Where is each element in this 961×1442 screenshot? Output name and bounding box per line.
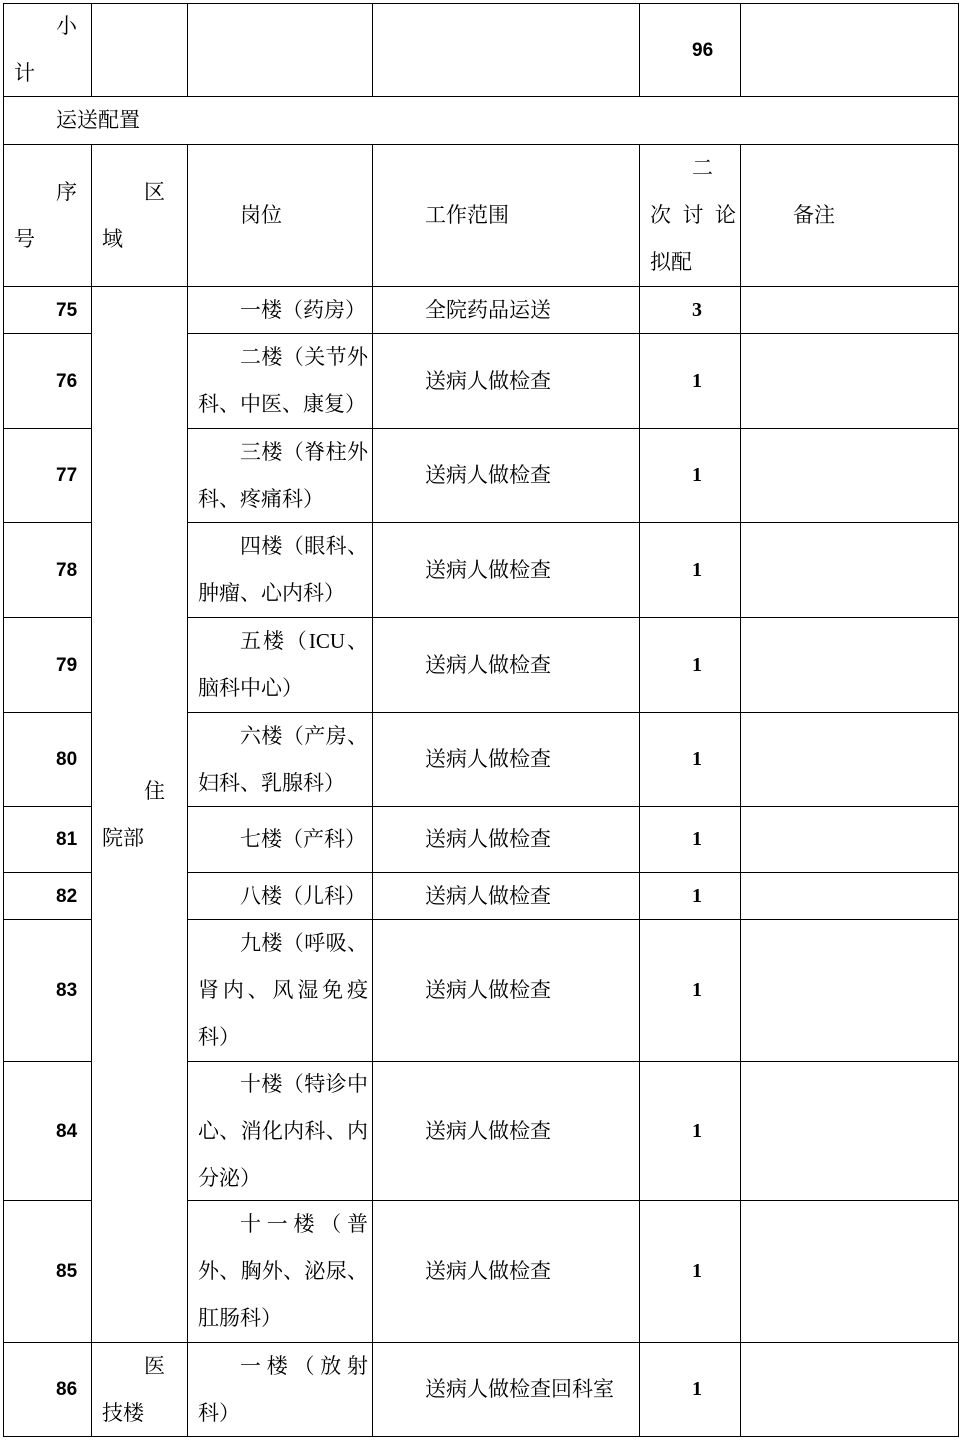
remark-cell bbox=[741, 807, 958, 872]
cell-text bbox=[198, 618, 368, 712]
post-line: 肛肠科） bbox=[198, 1306, 282, 1330]
area-line: 住 bbox=[144, 778, 165, 803]
post-line: 脑科中心） bbox=[198, 676, 303, 700]
seq-cell bbox=[4, 523, 91, 617]
seq-number: 75 bbox=[56, 299, 78, 321]
scope-cell bbox=[373, 1201, 639, 1342]
seq-cell bbox=[4, 1343, 91, 1436]
cell-text bbox=[198, 920, 368, 1061]
subtotal-post-cell bbox=[188, 4, 372, 96]
post-line: 六楼（产房、 bbox=[240, 723, 368, 748]
post-line: 一楼（放射 bbox=[240, 1353, 368, 1378]
remark-cell bbox=[741, 1062, 958, 1200]
cell-text bbox=[198, 713, 368, 806]
scope-cell bbox=[373, 429, 639, 522]
scope-text: 送病人做检查回科室 bbox=[425, 1377, 614, 1401]
header-area-line: 域 bbox=[102, 226, 123, 251]
planned-cell bbox=[640, 287, 740, 333]
cell-text bbox=[383, 642, 635, 689]
seq-number: 78 bbox=[56, 559, 78, 581]
cell-text bbox=[650, 287, 736, 333]
cell-text bbox=[383, 1108, 635, 1155]
cell-text bbox=[650, 452, 736, 499]
header-no-line: 号 bbox=[14, 226, 35, 251]
planned-count: 1 bbox=[692, 653, 702, 676]
scope-cell bbox=[373, 807, 639, 872]
header-planned-line: 次讨论 bbox=[650, 203, 736, 227]
cell-text bbox=[14, 358, 87, 405]
post-cell bbox=[188, 1062, 372, 1200]
seq-cell bbox=[4, 334, 91, 428]
subtotal-label-cell bbox=[4, 4, 91, 96]
section-title: 运送配置 bbox=[56, 108, 140, 132]
cell-text bbox=[14, 287, 87, 333]
header-remark-cell bbox=[741, 145, 958, 286]
scope-cell bbox=[373, 1062, 639, 1200]
area-line: 医 bbox=[144, 1353, 165, 1378]
cell-text bbox=[14, 4, 87, 96]
post-line: 一楼（药房） bbox=[240, 297, 366, 322]
planned-count: 1 bbox=[692, 884, 702, 907]
cell-text bbox=[383, 1366, 635, 1413]
seq-cell bbox=[4, 713, 91, 806]
area-medtech-cell bbox=[92, 1343, 187, 1436]
post-cell bbox=[188, 713, 372, 806]
remark-cell bbox=[741, 334, 958, 428]
area-inpatient-cell bbox=[92, 287, 187, 1342]
post-line: 科） bbox=[198, 1025, 240, 1049]
remark-cell bbox=[741, 873, 958, 919]
cell-text bbox=[383, 736, 635, 783]
planned-count: 1 bbox=[692, 1378, 702, 1400]
planned-cell bbox=[640, 713, 740, 806]
subtotal-scope-cell bbox=[373, 4, 639, 96]
post-line: 九楼（呼吸、 bbox=[240, 931, 368, 955]
seq-cell bbox=[4, 287, 91, 333]
planned-cell bbox=[640, 523, 740, 617]
cell-text bbox=[14, 816, 87, 863]
cell-text bbox=[383, 358, 635, 405]
remark-cell bbox=[741, 713, 958, 806]
header-scope-cell bbox=[373, 145, 639, 286]
header-planned-cell bbox=[640, 145, 740, 286]
header-planned-line: 二 bbox=[692, 156, 713, 180]
scope-cell bbox=[373, 713, 639, 806]
cell-text bbox=[102, 1343, 183, 1436]
cell-text bbox=[14, 642, 87, 689]
scope-text: 全院药品运送 bbox=[425, 297, 551, 322]
cell-text bbox=[650, 145, 736, 286]
header-scope: 工作范围 bbox=[425, 203, 509, 227]
subtotal-label-line: 计 bbox=[14, 61, 35, 85]
cell-text bbox=[14, 873, 87, 919]
post-line: 十一楼（普 bbox=[240, 1212, 368, 1236]
scope-text: 送病人做检查 bbox=[425, 827, 551, 851]
cell-text bbox=[383, 1248, 635, 1295]
post-line: 心、消化内科、内 bbox=[198, 1118, 368, 1143]
cell-text bbox=[198, 287, 368, 333]
scope-text: 送病人做检查 bbox=[425, 883, 551, 908]
post-cell bbox=[188, 873, 372, 919]
seq-cell bbox=[4, 429, 91, 522]
area-line: 院部 bbox=[102, 825, 144, 850]
subtotal-label-line: 小 bbox=[56, 14, 77, 38]
cell-text bbox=[14, 1248, 87, 1295]
header-area-cell bbox=[92, 145, 187, 286]
cell-text bbox=[198, 816, 368, 863]
cell-text bbox=[198, 334, 368, 428]
scope-cell bbox=[373, 1343, 639, 1436]
cell-text bbox=[198, 1343, 368, 1436]
post-cell bbox=[188, 1343, 372, 1436]
cell-text bbox=[650, 736, 736, 783]
subtotal-value-cell bbox=[640, 4, 740, 96]
post-cell bbox=[188, 429, 372, 522]
post-line: 三楼（脊柱外 bbox=[240, 439, 368, 464]
planned-count: 1 bbox=[692, 748, 702, 770]
remark-cell bbox=[741, 287, 958, 333]
seq-cell bbox=[4, 1062, 91, 1200]
planned-cell bbox=[640, 618, 740, 712]
scope-cell bbox=[373, 334, 639, 428]
scope-text: 送病人做检查 bbox=[425, 747, 551, 771]
cell-text bbox=[383, 816, 635, 863]
cell-text bbox=[751, 192, 954, 239]
post-line: 肿瘤、心内科） bbox=[198, 581, 345, 605]
scope-text: 送病人做检查 bbox=[425, 368, 551, 393]
cell-text bbox=[650, 358, 736, 405]
cell-text bbox=[650, 816, 736, 863]
post-line: 科、中医、康复） bbox=[198, 392, 366, 416]
planned-cell bbox=[640, 873, 740, 919]
post-line: 十楼（特诊中 bbox=[240, 1071, 368, 1096]
cell-text bbox=[383, 192, 635, 239]
post-line: 八楼（儿科） bbox=[240, 883, 366, 908]
seq-cell bbox=[4, 920, 91, 1061]
seq-number: 76 bbox=[56, 370, 78, 392]
remark-cell bbox=[741, 1343, 958, 1436]
scope-text: 送病人做检查 bbox=[425, 1118, 551, 1143]
cell-text bbox=[650, 547, 736, 594]
planned-cell bbox=[640, 429, 740, 522]
remark-cell bbox=[741, 920, 958, 1061]
header-no-line: 序 bbox=[56, 179, 77, 204]
cell-text bbox=[14, 97, 954, 144]
cell-text bbox=[14, 967, 87, 1014]
planned-count: 1 bbox=[692, 1260, 702, 1282]
remark-cell bbox=[741, 618, 958, 712]
planned-count: 1 bbox=[692, 464, 702, 486]
cell-text bbox=[650, 967, 736, 1014]
remark-cell bbox=[741, 1201, 958, 1342]
seq-number: 81 bbox=[56, 829, 78, 850]
post-cell bbox=[188, 523, 372, 617]
cell-text bbox=[650, 642, 736, 689]
remark-cell bbox=[741, 523, 958, 617]
scope-cell bbox=[373, 920, 639, 1061]
seq-number: 77 bbox=[56, 465, 78, 486]
cell-text bbox=[198, 1201, 368, 1342]
cell-text bbox=[14, 1108, 87, 1155]
cell-text bbox=[14, 1366, 87, 1413]
post-line: 分泌） bbox=[198, 1165, 261, 1190]
planned-count: 3 bbox=[692, 298, 702, 321]
header-post: 岗位 bbox=[240, 203, 282, 227]
cell-text bbox=[650, 1366, 736, 1413]
planned-cell bbox=[640, 334, 740, 428]
seq-cell bbox=[4, 1201, 91, 1342]
post-cell bbox=[188, 807, 372, 872]
cell-text bbox=[102, 169, 183, 263]
planned-cell bbox=[640, 920, 740, 1061]
header-area-line: 区 bbox=[144, 179, 165, 204]
post-line: 科、疼痛科） bbox=[198, 486, 324, 511]
post-line: 妇科、乳腺科） bbox=[198, 770, 345, 795]
cell-text bbox=[650, 1248, 736, 1295]
seq-cell bbox=[4, 618, 91, 712]
cell-text bbox=[383, 452, 635, 499]
seq-number: 80 bbox=[56, 749, 78, 770]
scope-cell bbox=[373, 523, 639, 617]
seq-cell bbox=[4, 873, 91, 919]
post-cell bbox=[188, 287, 372, 333]
cell-text bbox=[198, 1062, 368, 1200]
remark-cell bbox=[741, 429, 958, 522]
scope-text: 送病人做检查 bbox=[425, 652, 551, 677]
scope-cell bbox=[373, 873, 639, 919]
section-title-cell bbox=[4, 97, 958, 144]
cell-text bbox=[198, 192, 368, 239]
scope-text: 送病人做检查 bbox=[425, 463, 551, 487]
planned-cell bbox=[640, 1343, 740, 1436]
seq-number: 79 bbox=[56, 654, 78, 676]
post-line: 肾内、风湿免疫 bbox=[198, 978, 368, 1002]
planned-count: 1 bbox=[692, 369, 702, 392]
cell-text bbox=[14, 169, 87, 263]
post-line: 四楼（眼科、 bbox=[240, 534, 368, 558]
scope-cell bbox=[373, 618, 639, 712]
planned-count: 1 bbox=[692, 558, 702, 581]
cell-text bbox=[383, 967, 635, 1014]
post-line: 外、胸外、泌尿、 bbox=[198, 1259, 368, 1283]
cell-text bbox=[383, 287, 635, 333]
seq-number: 85 bbox=[56, 1261, 78, 1282]
planned-cell bbox=[640, 807, 740, 872]
scope-text: 送病人做检查 bbox=[425, 557, 551, 582]
header-planned-line: 拟配 bbox=[650, 250, 692, 274]
post-line: 二楼（关节外 bbox=[240, 345, 368, 369]
cell-text bbox=[102, 768, 183, 862]
scope-cell bbox=[373, 287, 639, 333]
transport-config-table bbox=[3, 3, 959, 1437]
scope-text: 送病人做检查 bbox=[425, 1259, 551, 1283]
cell-text bbox=[198, 873, 368, 919]
area-line: 技楼 bbox=[102, 1400, 144, 1425]
seq-number: 84 bbox=[56, 1120, 78, 1142]
cell-text bbox=[198, 523, 368, 617]
header-post-cell bbox=[188, 145, 372, 286]
post-line: 五楼（ICU、 bbox=[240, 629, 368, 653]
header-no-cell bbox=[4, 145, 91, 286]
subtotal-area-cell bbox=[92, 4, 187, 96]
cell-text bbox=[14, 736, 87, 783]
cell-text bbox=[198, 429, 368, 522]
cell-text bbox=[14, 452, 87, 499]
post-cell bbox=[188, 334, 372, 428]
subtotal-remark-cell bbox=[741, 4, 958, 96]
post-line: 七楼（产科） bbox=[240, 827, 366, 851]
post-cell bbox=[188, 618, 372, 712]
scope-text: 送病人做检查 bbox=[425, 978, 551, 1002]
seq-number: 86 bbox=[56, 1379, 78, 1400]
cell-text bbox=[383, 547, 635, 594]
seq-cell bbox=[4, 807, 91, 872]
cell-text bbox=[650, 1108, 736, 1155]
subtotal-value: 96 bbox=[692, 39, 714, 61]
post-line: 科） bbox=[198, 1400, 240, 1425]
post-cell bbox=[188, 920, 372, 1061]
cell-text bbox=[383, 873, 635, 919]
cell-text bbox=[650, 27, 736, 74]
planned-count: 1 bbox=[692, 828, 702, 850]
cell-text bbox=[650, 873, 736, 919]
planned-count: 1 bbox=[692, 1119, 702, 1142]
cell-text bbox=[14, 547, 87, 594]
planned-count: 1 bbox=[692, 979, 702, 1001]
header-remark: 备注 bbox=[793, 203, 835, 227]
planned-cell bbox=[640, 1201, 740, 1342]
seq-number: 83 bbox=[56, 980, 78, 1001]
post-cell bbox=[188, 1201, 372, 1342]
seq-number: 82 bbox=[56, 885, 78, 907]
planned-cell bbox=[640, 1062, 740, 1200]
